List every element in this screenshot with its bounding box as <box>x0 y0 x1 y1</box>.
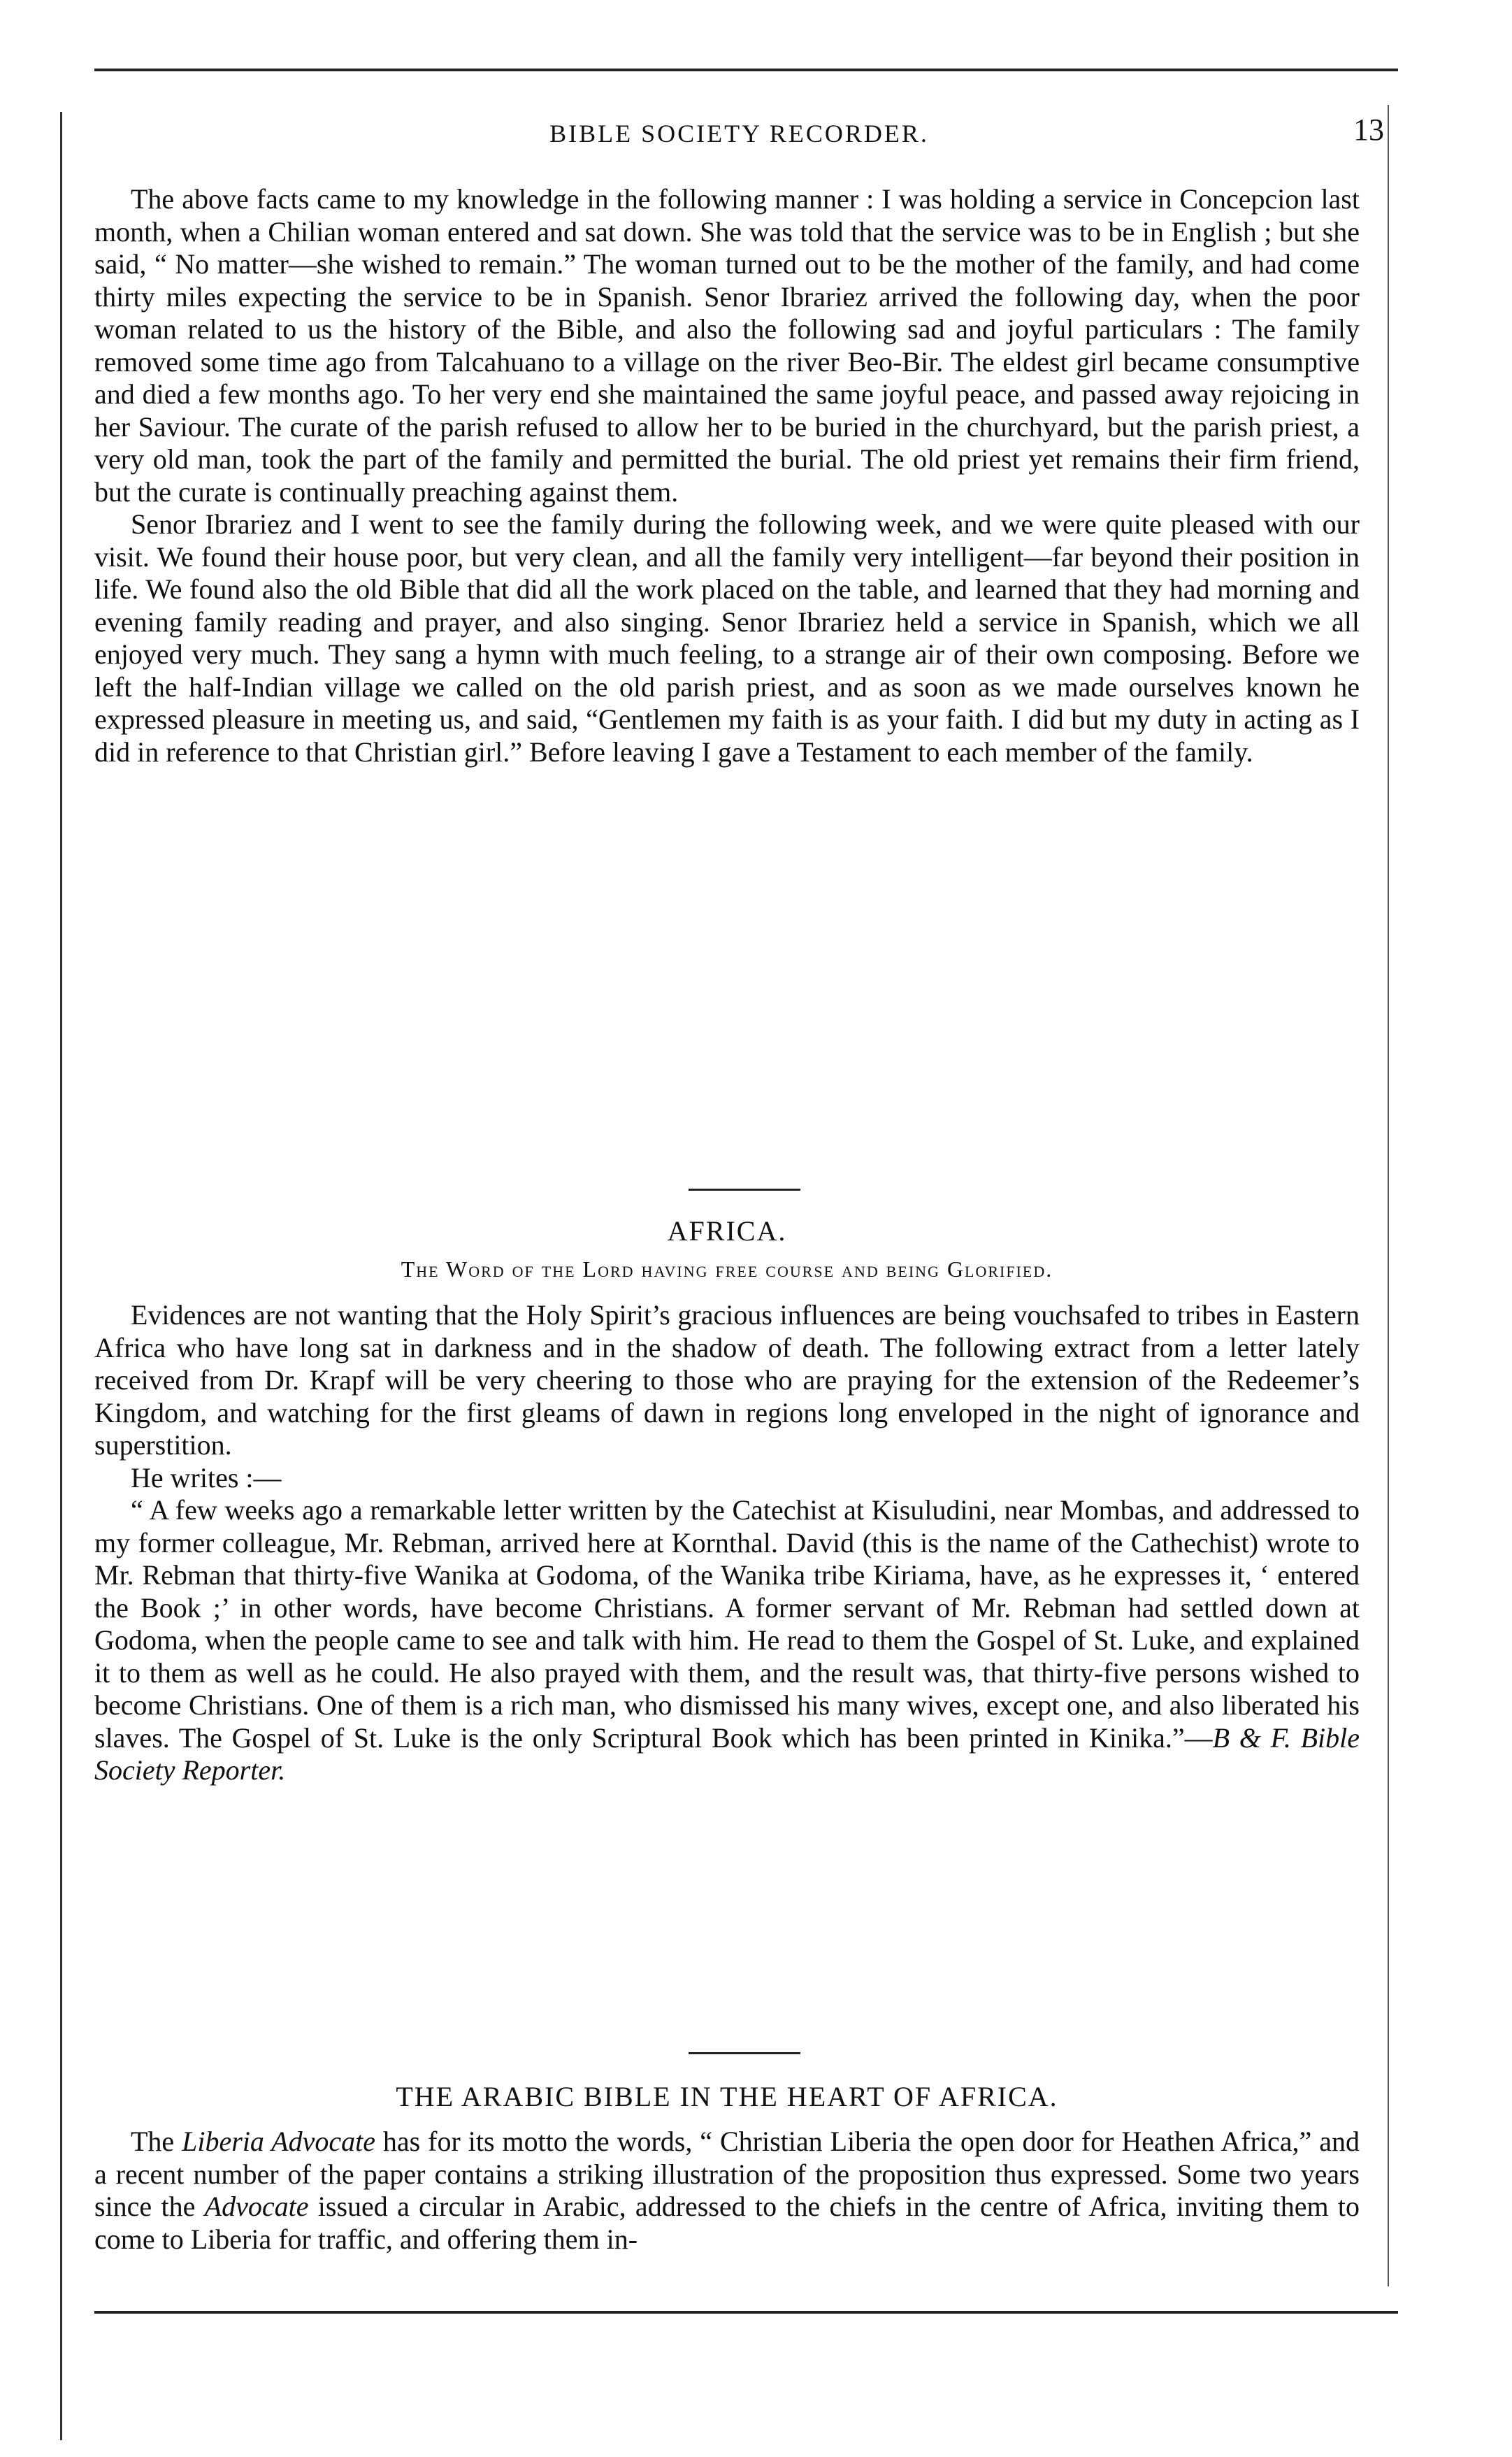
africa-heading: AFRICA. <box>667 1215 787 1247</box>
africa-subheading: The Word of the Lord having free course and being Glorified. <box>401 1256 1053 1282</box>
arabic-bible-heading: THE ARABIC BIBLE IN THE HEART OF AFRICA. <box>396 2081 1058 2112</box>
paragraph: He writes :— <box>131 1461 282 1493</box>
paragraph: Senor Ibrariez and I went to see the family during the following week, and we were quite pleased with our visit. We found their house poor, but very clean, and all the family very intelligent—far beyond their position in life. We found also the old Bible that did all the work placed on the table, and learned that they had morning and evening family reading and prayer, and also singing. Senor Ibrariez held a service in Spanish, which we all enjoyed very much. They sang a hymn with much feeling, to a strange air of their own composing. Before we left the half-Indian village we called on the old parish priest, and as soon as we made ourselves known he expressed pleasure in meeting us, and said, “Gentlemen my faith is as your faith. I did but my duty in acting as I did in reference to that Christian girl.” Before leaving I gave a Testament to each member of the family. <box>94 508 1360 768</box>
newspaper-title-short: Advocate <box>204 2191 309 2222</box>
section-divider <box>689 2052 800 2054</box>
bottom-rule <box>94 2311 1398 2314</box>
section-africa-text <box>94 1299 1360 1787</box>
source-citation: B & F. Bible Society Reporter. <box>94 1721 1360 1786</box>
right-margin-line <box>1388 105 1389 2286</box>
paragraph: Evidences are not wanting that the Holy Spirit’s gracious influences are being vouchsafed to tribes in Eastern Africa who have long sat in darkness and in the shadow of death. The following extract from a letter lately received from Dr. Krapf will be very cheering to those who are praying for the extension of the Redeemer’s Kingdom, and watching for the first gleams of dawn in regions long enveloped in the night of ignorance and superstition. <box>94 1299 1360 1461</box>
newspaper-title: Liberia Advocate <box>182 2126 375 2157</box>
quoted-letter-text: “ A few weeks ago a remarkable letter written by the Catechist at Kisuludini, near Mombas, and addressed to my former colleague, Mr. Rebman, arrived here at Kornthal. David (this is the name of the Cathechist) wrote to Mr. Rebman that thirty-five Wanika at Godoma, of the Wanika tribe Kiriama, have, as he expresses it, ‘ entered the Book ;’ in other words, have become Christians. A former servant of Mr. Rebman had settled down at Godoma, when the people came to see and talk with him. He read to them the Gospel of St. Luke, and explained it to them as well as he could. He also prayed with them, and the result was, that thirty-five persons wished to become Christians. One of them is a rich man, who dismissed his many wives, except one, and also liberated his slaves. The Gospel of St. Luke is the only Scriptural Book which has been printed in Kinika.”— <box>94 1494 1360 1754</box>
quoted-letter <box>94 1494 1360 1787</box>
paragraph: The Liberia Advocate has for its motto the words, “ Christian Liberia the open door for Heathen Africa,” and a recent number of the paper contains a striking illustration of the proposition thus expressed. Some two years since the Advocate issued a circular in Arabic, addressed to the chiefs in the centre of Africa, inviting them to come to Liberia for traffic, and offering them in- <box>94 2126 1360 2255</box>
section-divider <box>689 1189 800 1191</box>
running-head: BIBLE SOCIETY RECORDER. <box>549 120 929 148</box>
page-number: 13 <box>1353 113 1384 147</box>
paragraph: The above facts came to my knowledge in the following manner : I was holding a service in Concepcion last month, when a Chilian woman entered and sat down. She was told that the service was to be in English ; but she said, “ No matter—she wished to remain.” The woman turned out to be the mother of the family, and had come thirty miles expecting the service to be in Spanish. Senor Ibrariez arrived the following day, when the poor woman related to us the history of the Bible, and also the following sad and joyful particulars : The family removed some time ago from Talcahuano to a village on the river Beo-Bir. The eldest girl became consumptive and died a few months ago. To her very end she maintained the same joyful peace, and passed away rejoicing in her Saviour. The curate of the parish refused to allow her to be buried in the churchyard, but the parish priest, a very old man, took the part of the family and permitted the burial. The old priest yet remains their firm friend, but the curate is continually preaching against them. <box>94 183 1360 508</box>
section-chile-text <box>94 183 1360 768</box>
left-margin-line <box>60 112 62 2440</box>
page-header <box>94 112 1384 161</box>
top-rule <box>94 69 1398 71</box>
section-arabic-text <box>94 2126 1360 2256</box>
